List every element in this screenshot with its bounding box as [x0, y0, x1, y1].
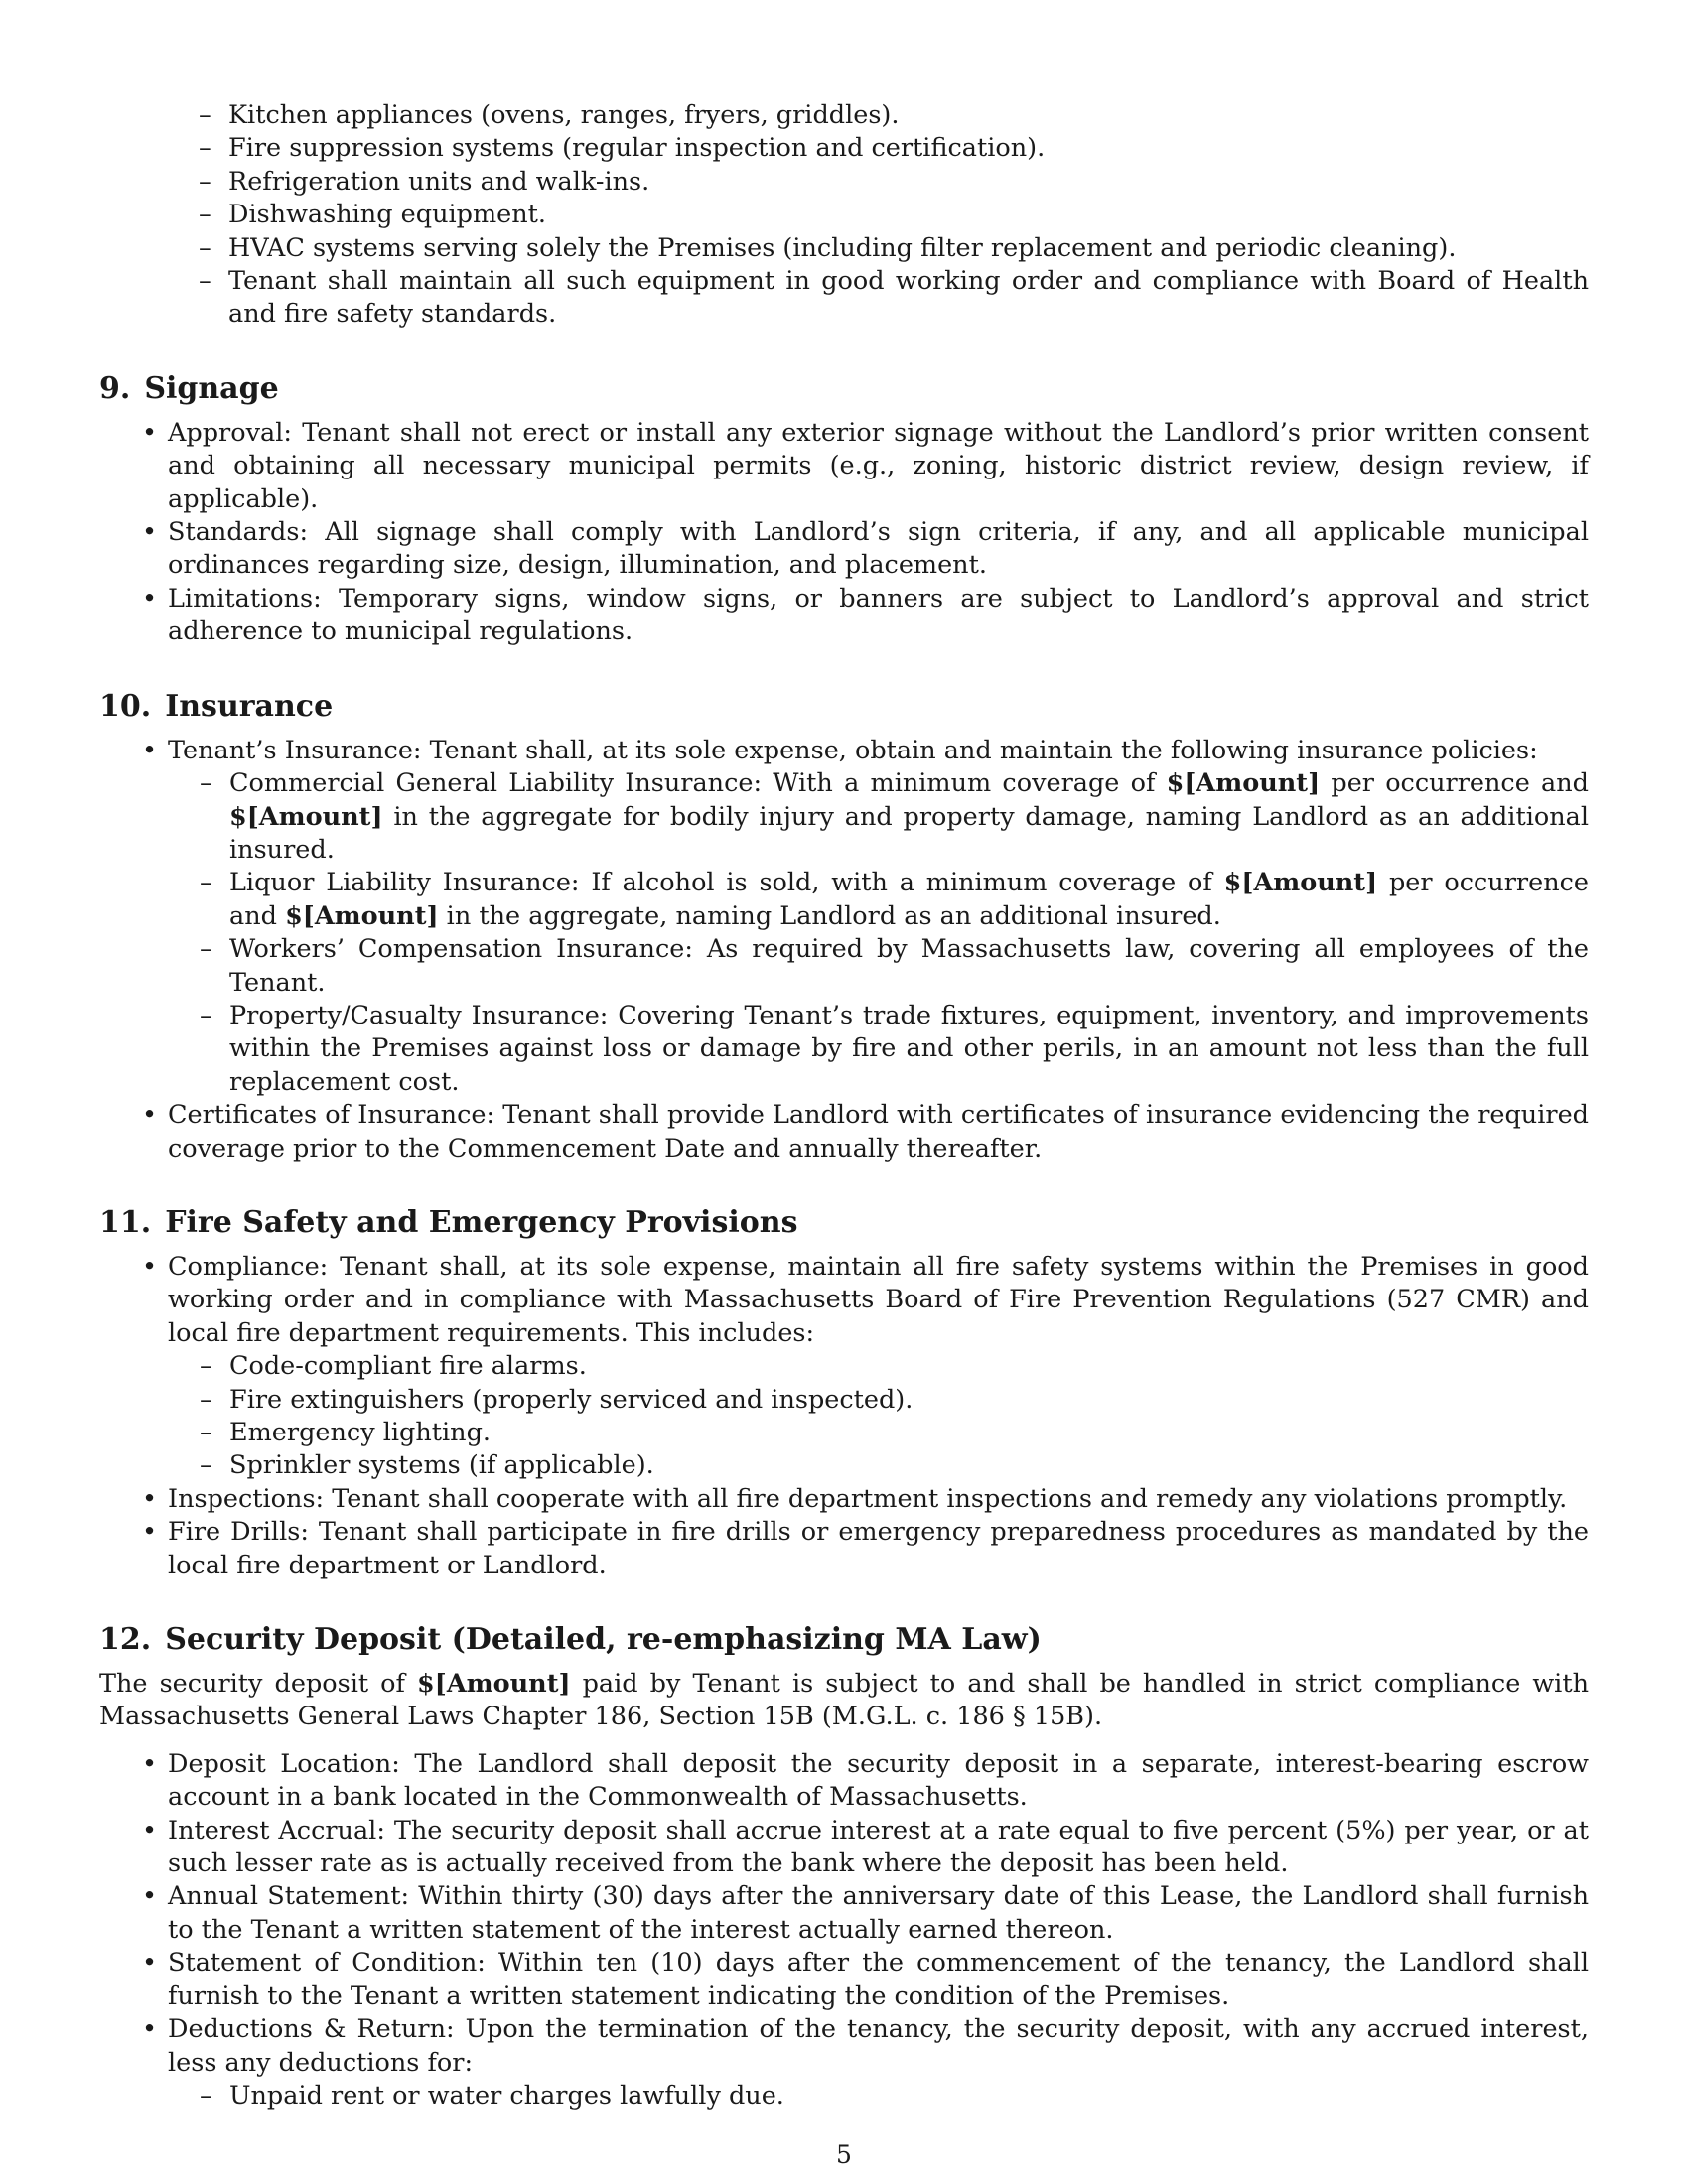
list-item: – Unpaid rent or water charges lawfully due.: [229, 2080, 1589, 2113]
amount-placeholder: $[Amount]: [417, 1669, 571, 1700]
text-span: per occurrence and: [1320, 768, 1589, 799]
list-item: [168, 735, 1589, 1099]
insurance-policies-list: [229, 767, 1589, 1099]
text-span: paid by Tenant is subject to and shall be handled in strict compliance with Massachusetts General Laws Chapter 186, Section 15B (M.G.L. c. 186 § 15B).: [99, 1669, 1589, 1732]
section-title: Signage: [144, 370, 279, 406]
section-heading-insurance: [99, 689, 1589, 725]
section-heading-signage: [99, 371, 1589, 407]
section-title: Insurance: [165, 688, 334, 724]
section-heading-security-deposit: [99, 1622, 1589, 1658]
list-item: – Dishwashing equipment.: [228, 199, 1589, 231]
list-item: – HVAC systems serving solely the Premises (including filter replacement and periodic cleaning).: [228, 232, 1589, 265]
list-item: • Statement of Condition: Within ten (10) days after the commencement of the tenancy, the Landlord shall furnish to the Tenant a written statement indicating the condition of the Premises.: [168, 1947, 1589, 2013]
list-item: – Property/Casualty Insurance: Covering Tenant’s trade fixtures, equipment, inventory, and improvements within the Premises against loss or damage by fire and other perils, in an amount not less than the full replacement cost.: [229, 1000, 1589, 1099]
section-title: Security Deposit (Detailed, re-emphasizing MA Law): [165, 1622, 1042, 1658]
list-item: • Interest Accrual: The security deposit shall accrue interest at a rate equal to five percent (5%) per year, or at such lesser rate as is actually received from the bank where the deposit has been held.: [168, 1815, 1589, 1881]
list-item-text: Compliance: Tenant shall, at its sole expense, maintain all fire safety systems within the Premises in good working order and in compliance with Massachusetts Board of Fire Prevention Regulations (527 CMR) and local fire department requirements. This includes:: [168, 1251, 1589, 1348]
text-span: The security deposit of: [99, 1669, 418, 1700]
insurance-list: [99, 735, 1589, 1165]
security-deposit-list: [99, 1748, 1589, 2113]
list-item: – Tenant shall maintain all such equipment in good working order and compliance with Board of Health and fire safety standards.: [228, 265, 1589, 332]
list-item: [229, 867, 1589, 933]
equipment-list: [228, 99, 1589, 332]
list-item-text: Tenant’s Insurance: Tenant shall, at its sole expense, obtain and maintain the following insurance policies:: [168, 735, 1538, 765]
fire-safety-list: [99, 1251, 1589, 1582]
deductions-list: [229, 2080, 1589, 2113]
list-item: • Annual Statement: Within thirty (30) days after the anniversary date of this Lease, the Landlord shall furnish to the Tenant a written statement of the interest actually earned thereon.: [168, 1880, 1589, 1947]
security-deposit-intro: [99, 1668, 1589, 1734]
list-item: – Workers’ Compensation Insurance: As required by Massachusetts law, covering all employees of the Tenant.: [229, 933, 1589, 1000]
document-page: [99, 99, 1589, 2113]
text-span: Commercial General Liability Insurance: With a minimum coverage of: [229, 768, 1167, 799]
list-item: • Fire Drills: Tenant shall participate in fire drills or emergency preparedness procedures as mandated by the local fire department or Landlord.: [168, 1516, 1589, 1582]
text-span: in the aggregate for bodily injury and property damage, naming Landlord as an additional insured.: [229, 801, 1589, 865]
section-title: Fire Safety and Emergency Provisions: [165, 1204, 798, 1240]
amount-placeholder: $[Amount]: [1166, 768, 1321, 799]
list-item: – Sprinkler systems (if applicable).: [229, 1449, 1589, 1482]
list-item: • Approval: Tenant shall not erect or install any exterior signage without the Landlord’s prior written consent and obtaining all necessary municipal permits (e.g., zoning, historic district review, design review, if applicable).: [168, 417, 1589, 516]
amount-placeholder: $[Amount]: [285, 900, 439, 931]
section-number: 11.: [99, 1204, 152, 1240]
list-item: – Refrigeration units and walk-ins.: [228, 166, 1589, 199]
list-item: • Limitations: Temporary signs, window signs, or banners are subject to Landlord’s approval and strict adherence to municipal regulations.: [168, 583, 1589, 649]
page-number: 5: [836, 2140, 852, 2169]
amount-placeholder: $[Amount]: [229, 801, 383, 832]
list-item: [168, 2013, 1589, 2113]
section-heading-fire-safety: [99, 1205, 1589, 1241]
amount-placeholder: $[Amount]: [1223, 868, 1378, 898]
signage-list: [99, 417, 1589, 649]
list-item: – Fire extinguishers (properly serviced and inspected).: [229, 1384, 1589, 1417]
list-item: [168, 1251, 1589, 1483]
list-item: • Standards: All signage shall comply with Landlord’s sign criteria, if any, and all applicable municipal ordinances regarding size, design, illumination, and placement.: [168, 516, 1589, 583]
text-span: Liquor Liability Insurance: If alcohol is sold, with a minimum coverage of: [229, 868, 1224, 898]
list-item: • Deposit Location: The Landlord shall deposit the security deposit in a separate, interest-bearing escrow account in a bank located in the Commonwealth of Massachusetts.: [168, 1748, 1589, 1815]
list-item: – Code-compliant fire alarms.: [229, 1350, 1589, 1383]
section-number: 10.: [99, 688, 152, 724]
list-item: – Fire suppression systems (regular inspection and certification).: [228, 132, 1589, 165]
section-number: 12.: [99, 1622, 152, 1658]
list-item: • Inspections: Tenant shall cooperate with all fire department inspections and remedy any violations promptly.: [168, 1483, 1589, 1516]
section-number: 9.: [99, 370, 131, 406]
list-item-text: Deductions & Return: Upon the termination of the tenancy, the security deposit, with any accrued interest, less any deductions for:: [168, 2014, 1589, 2078]
list-item: [229, 767, 1589, 867]
fire-systems-list: [229, 1350, 1589, 1483]
list-item: – Kitchen appliances (ovens, ranges, fryers, griddles).: [228, 99, 1589, 132]
list-item: – Emergency lighting.: [229, 1417, 1589, 1449]
list-item: • Certificates of Insurance: Tenant shall provide Landlord with certificates of insurance evidencing the required coverage prior to the Commencement Date and annually thereafter.: [168, 1099, 1589, 1165]
text-span: in the aggregate, naming Landlord as an additional insured.: [438, 900, 1221, 931]
text-span: per occurrence and: [229, 868, 1589, 931]
